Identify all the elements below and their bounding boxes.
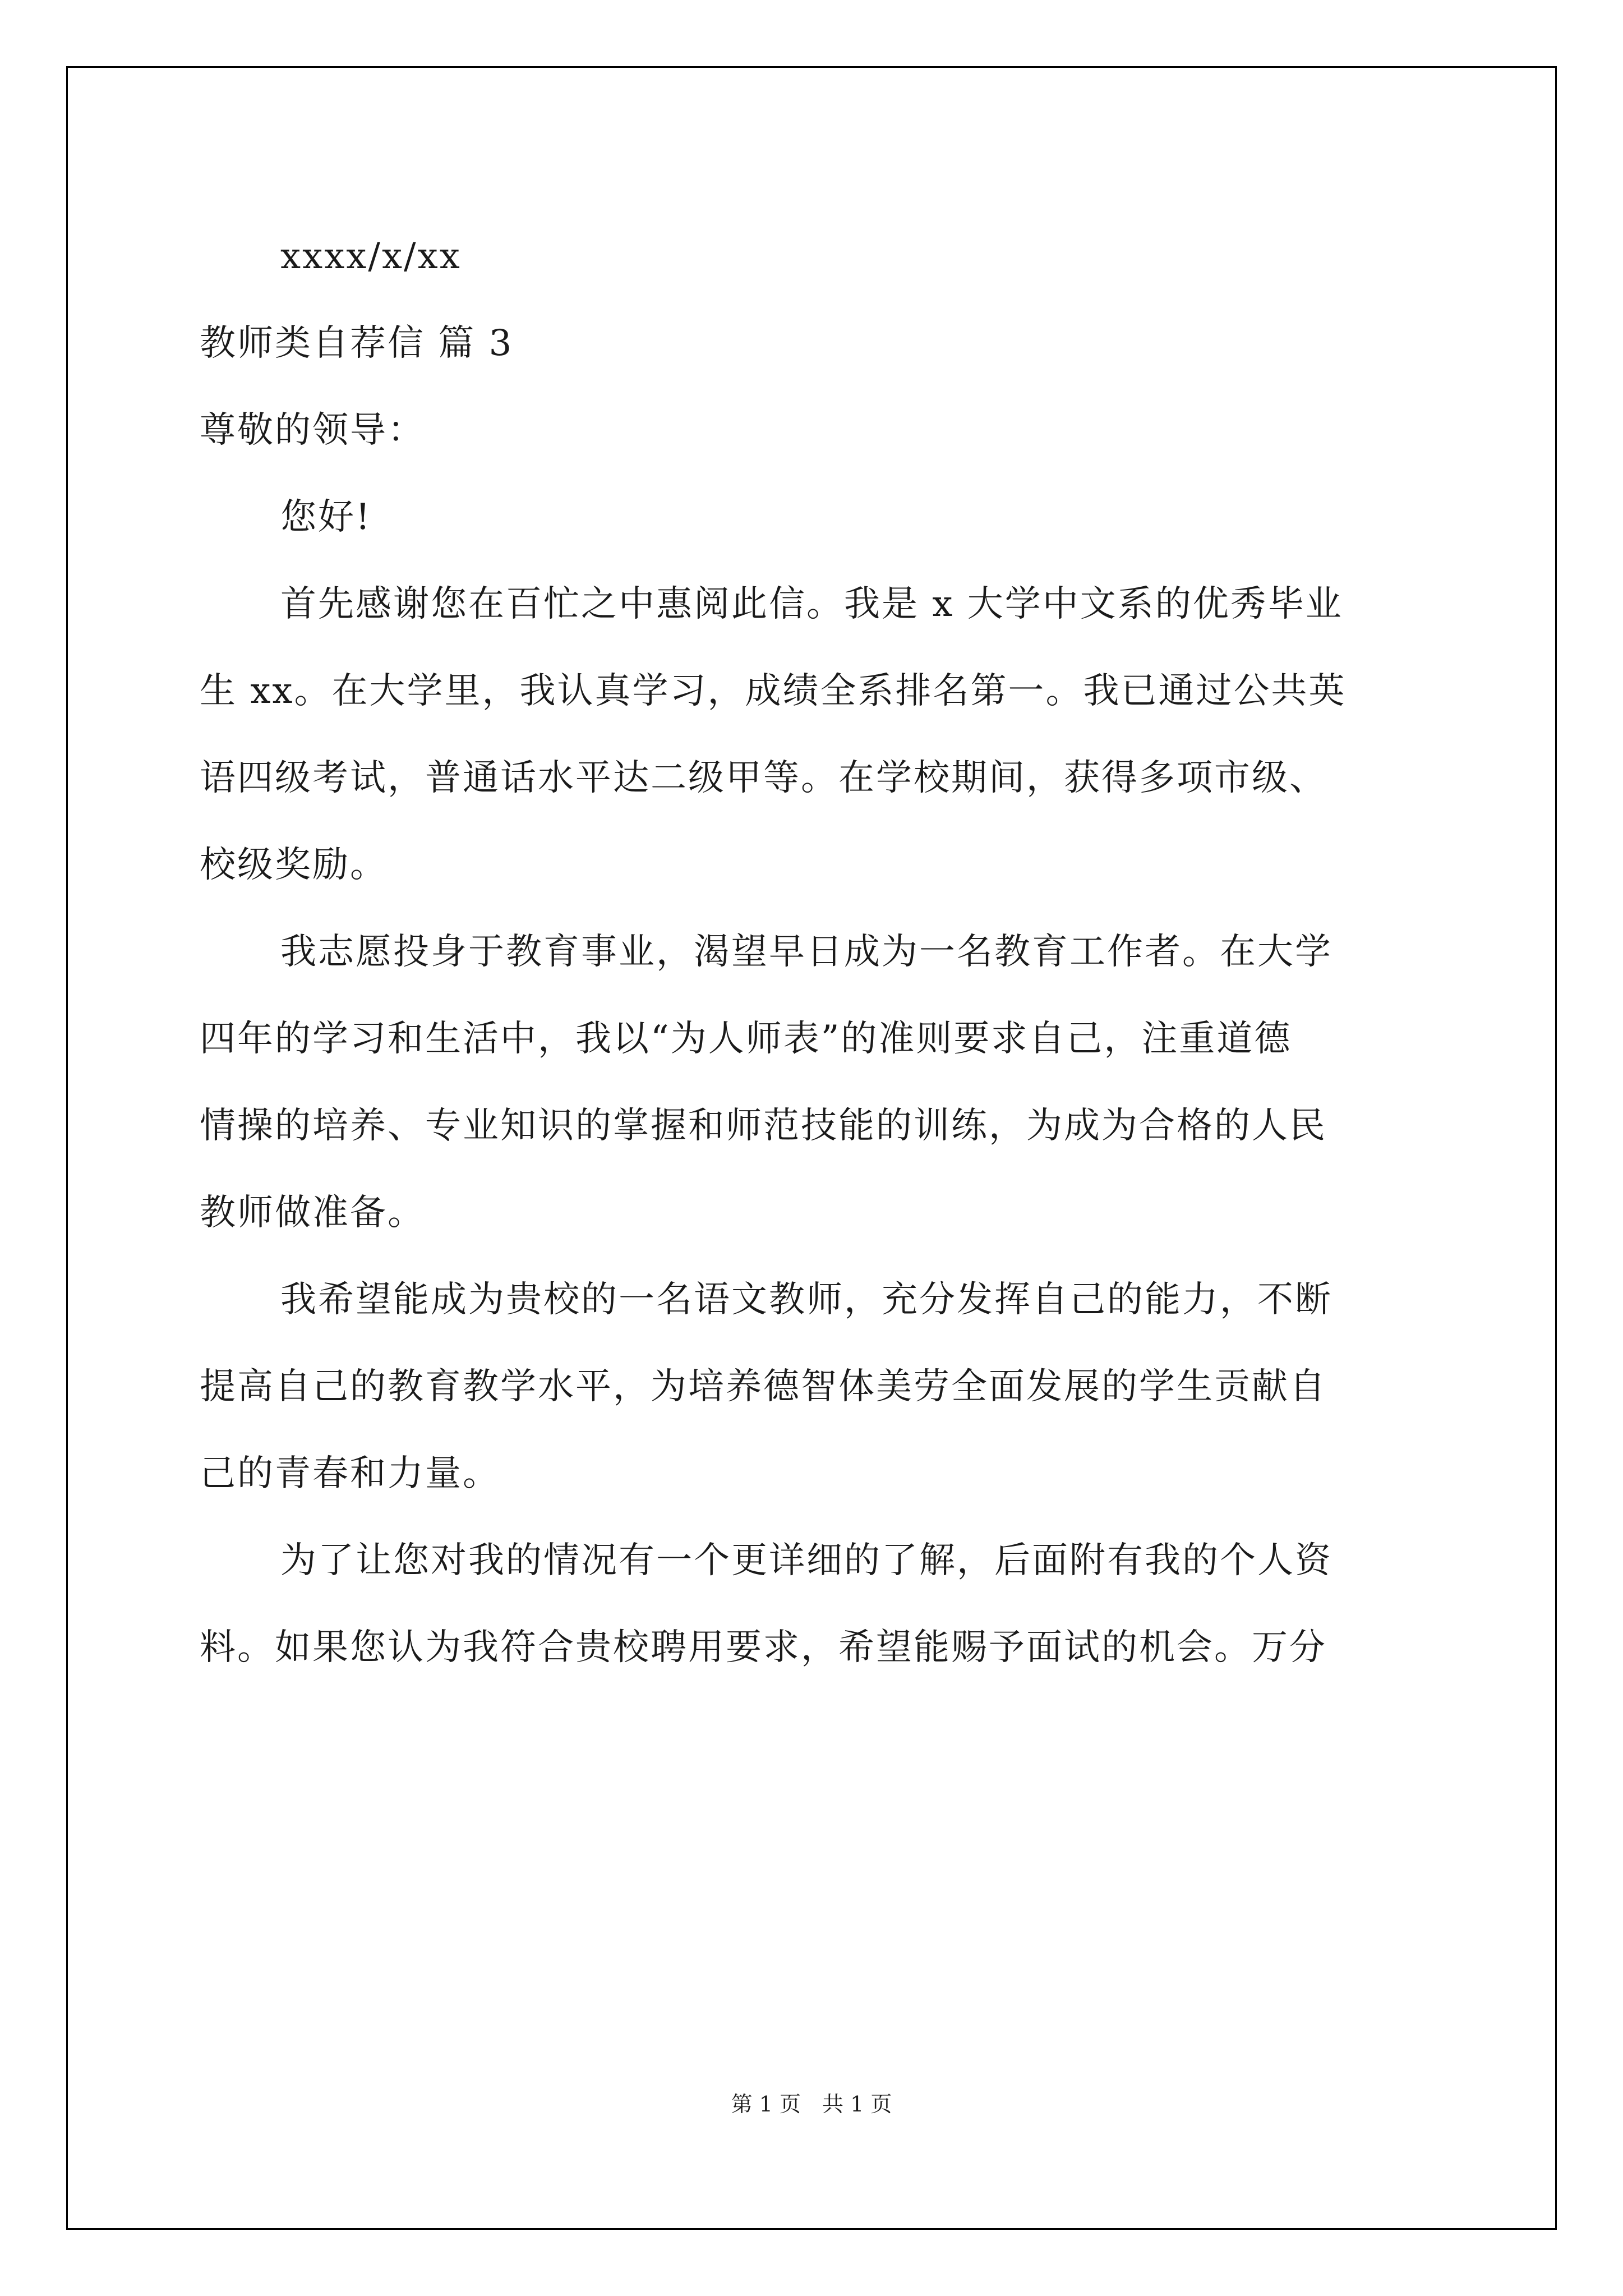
greeting: 您好! [280,496,372,538]
paragraph-line: 语四级考试，普通话水平达二级甲等。在学校期间，获得多项市级、 [200,757,1327,799]
date-line: xxxx/x/xx [280,236,462,277]
letter-title: 教师类自荐信 篇 3 [200,323,514,364]
paragraph-line: 己的青春和力量。 [200,1453,500,1494]
paragraph-line: 我志愿投身于教育事业，渴望早日成为一名教育工作者。在大学 [280,931,1332,973]
paragraph-line: 我希望能成为贵校的一名语文教师，充分发挥自己的能力，不断 [280,1279,1332,1320]
paragraph-line: 校级奖励。 [200,844,388,886]
paragraph-line: 生 xx。在大学里，我认真学习，成绩全系排名第一。我已通过公共英 [200,670,1347,712]
paragraph-line: 料。如果您认为我符合贵校聘用要求，希望能赐予面试的机会。万分 [200,1627,1327,1668]
paragraph-line: 四年的学习和生活中，我以“为人师表”的准则要求自己，注重道德 [200,1018,1292,1060]
paragraph-line: 首先感谢您在百忙之中惠阅此信。我是 x 大学中文系的优秀毕业 [280,583,1343,625]
paragraph-line: 情操的培养、专业知识的掌握和师范技能的训练，为成为合格的人民 [200,1105,1327,1147]
letter-body [200,213,1428,1691]
page-number-footer: 第 1 页 共 1 页 [731,2092,892,2116]
paragraph-2 [200,909,1428,1257]
paragraph-3 [200,1257,1428,1517]
paragraph-line: 提高自己的教育教学水平，为培养德智体美劳全面发展的学生贡献自 [200,1366,1327,1407]
paragraph-4 [200,1517,1428,1691]
paragraph-1 [200,561,1428,909]
salutation: 尊敬的领导： [200,409,425,451]
paragraph-line: 教师做准备。 [200,1192,425,1234]
paragraph-line: 为了让您对我的情况有一个更详细的了解，后面附有我的个人资 [280,1540,1332,1581]
